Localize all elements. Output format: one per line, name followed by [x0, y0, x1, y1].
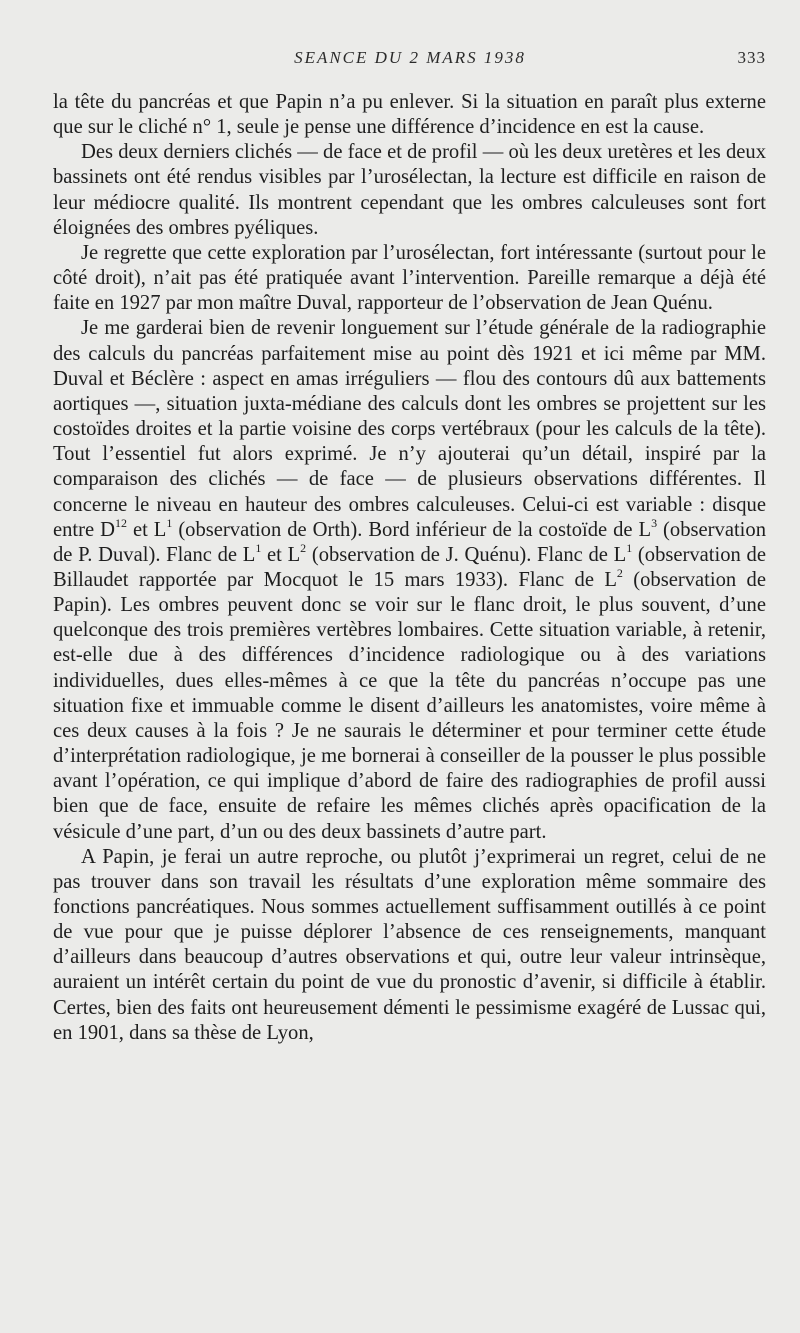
running-header: [54, 48, 766, 72]
superscript: 2: [616, 566, 623, 581]
page-number: 333: [737, 48, 766, 67]
superscript: 1: [255, 540, 262, 555]
running-title: SEANCE DU 2 MARS 1938: [294, 48, 526, 67]
text-run: Je regrette que cette exploration par l’urosélectan, fort intéressante (surtout pour le côté droit), n’ait pas été pratiquée avant l’intervention. Pareille remarque a déjà été faite en 1927 par mon maître Duval, rapporteur de l’observation de Jean Quénu.: [53, 241, 766, 315]
paragraph: [53, 140, 766, 241]
text-run: A Papin, je ferai un autre reproche, ou plutôt j’exprimerai un regret, celui de ne pas trouver dans son travail les résultats d’une exploration même sommaire des fonctions pancréatiques. Nous sommes actuellement suffisamment outillés à ce point de vue pour que je puisse déplorer l’absence de ces renseignements, manquant d’ailleurs dans beaucoup d’autres observations et qui, outre leur valeur intrinsèque, auraient un intérêt certain du point de vue du pronostic d’avenir, si difficile à établir. Certes, bien des faits ont heureusement démenti le pessimisme exagéré de Lussac qui, en 1901, dans sa thèse de Lyon,: [53, 845, 766, 1044]
text-run: (observation de Billaudet rapportée par Mocquot le 15 mars 1933). Flanc de L: [53, 543, 766, 591]
paragraph: [53, 90, 766, 140]
text-run: Je me garderai bien de revenir longuement sur l’étude générale de la radiographie des calculs du pancréas parfaitement mise au point dès 1921 et ici même par MM. Duval et Béclère : aspect en amas irréguliers — flou des contours dû aux battements aortiques —, situation juxta-médiane des calculs dont les ombres se projettent sur les costoïdes droites et la partie voisine des corps vertébraux (pour les calculs de la tête). Tout l’essentiel fut alors exprimé. Je n’y ajouterai qu’un détail, inspiré par la comparaison des clichés — de face — de plusieurs observations différentes. Il concerne le niveau en hauteur des ombres calculeuses. Celui-ci est variable : disque entre D: [53, 317, 766, 541]
superscript: 3: [651, 515, 658, 530]
text-run: et L: [127, 518, 167, 541]
text-run: (observation de Papin). Les ombres peuvent donc se voir sur le flanc droit, le plus souvent, d’une quelconque des trois premières vertèbres lombaires. Cette situation variable, à retenir, est-elle due à des différences d’incidence radiologique ou à des variations individuelles, dues elles-mêmes à ce que la tête du pancréas n’occupe pas une situation fixe et immuable comme le disent d’ailleurs les anatomistes, voire même à ces deux causes à la fois ? Je ne saurais le déterminer et pour terminer cette étude d’interprétation radiologique, je me bornerai à conseiller de la pousser le plus possible avant l’opération, ce qui implique d’abord de faire des radiographies de profil aussi bien que de face, ensuite de refaire les mêmes clichés après opacification de la vésicule d’une part, d’un ou des deux bassinets d’autre part.: [53, 568, 766, 843]
superscript: 1: [626, 540, 633, 555]
text-run: et L: [261, 543, 301, 566]
superscript: 2: [300, 540, 307, 555]
text-run: (observation de P. Duval). Flanc de L: [53, 518, 766, 566]
text-run: (observation de J. Quénu). Flanc de L: [306, 543, 627, 566]
paragraph: [53, 316, 766, 844]
body-text: [53, 90, 766, 1046]
text-run: Des deux derniers clichés — de face et de profil — où les deux uretères et les deux bassinets ont été rendus visibles par l’urosélectan, la lecture est difficile en raison de leur médiocre qualité. Ils montrent cependant que les ombres calculeuses sont fort éloignées des ombres pyéliques.: [53, 141, 766, 239]
text-run: (observation de Orth). Bord inférieur de la costoïde de L: [172, 518, 652, 541]
paragraph: [53, 845, 766, 1046]
text-run: la tête du pancréas et que Papin n’a pu enlever. Si la situation en paraît plus externe que sur le cliché n° 1, seule je pense une différence d’incidence en est la cause.: [53, 91, 766, 139]
paragraph: [53, 241, 766, 316]
superscript: 1: [166, 515, 173, 530]
superscript: 12: [115, 515, 127, 530]
